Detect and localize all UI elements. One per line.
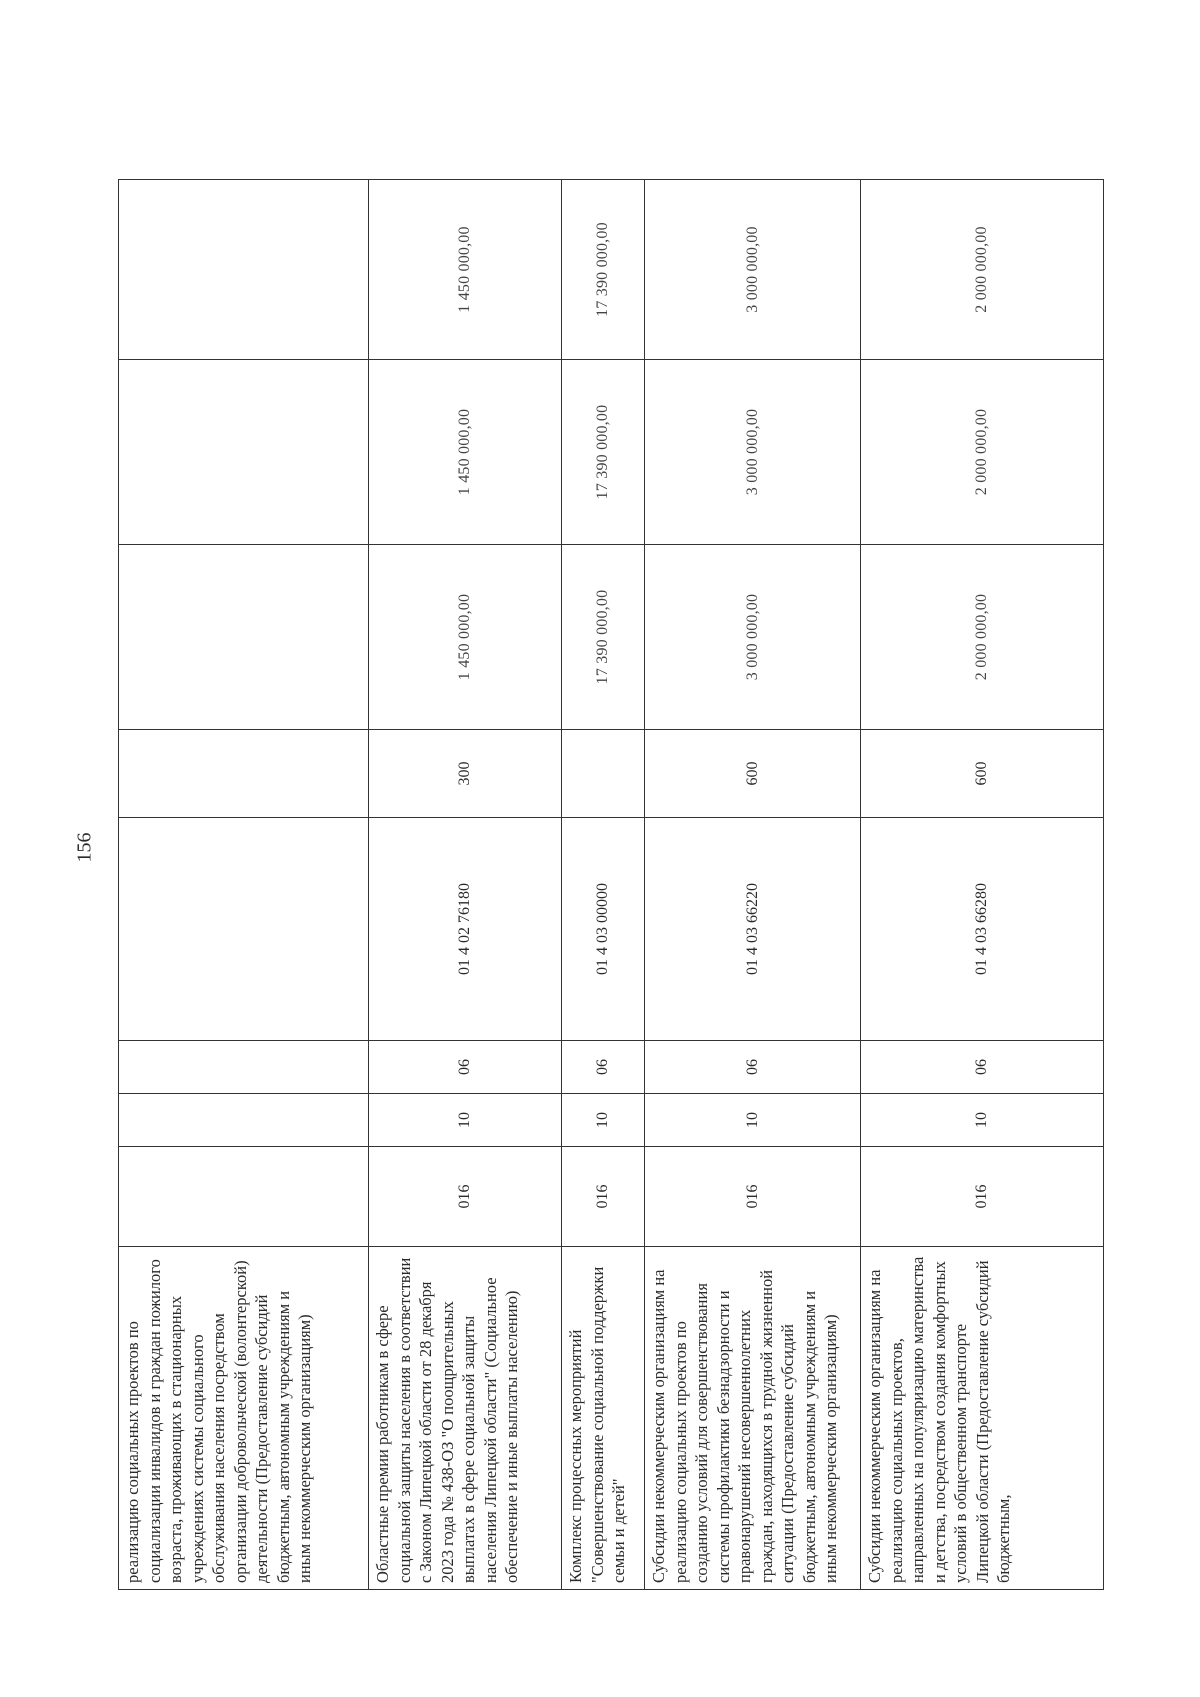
section-code xyxy=(119,1094,369,1147)
ministry-code: 016 xyxy=(645,1147,861,1247)
amount-year-2: 1 450 000,00 xyxy=(369,360,562,545)
table-row xyxy=(369,180,562,1590)
target-article-code: 01 4 03 00000 xyxy=(562,818,645,1041)
ministry-code: 016 xyxy=(562,1147,645,1247)
table-row xyxy=(645,180,861,1590)
amount-year-2: 17 390 000,00 xyxy=(562,360,645,545)
subsection-code: 06 xyxy=(562,1041,645,1094)
row-description: Субсидии некоммерческим организациям на реализацию социальных проектов, направленных на популяризацию материнства и детства, посредством создания комфортных условий в общественном транспорте Липецкой области (Предоставление субсидий бюджетным, xyxy=(861,1247,1104,1590)
amount-year-3: 3 000 000,00 xyxy=(645,180,861,360)
expense-type-code: 300 xyxy=(369,730,562,818)
subsection-code: 06 xyxy=(861,1041,1104,1094)
target-article-code: 01 4 03 66280 xyxy=(861,818,1104,1041)
page-number: 156 xyxy=(73,832,96,863)
amount-year-1: 3 000 000,00 xyxy=(645,545,861,730)
section-code: 10 xyxy=(861,1094,1104,1147)
row-description: реализацию социальных проектов по социализации инвалидов и граждан пожилого возраста, проживающих в стационарных учреждениях системы социального обслуживания населения посредством организации добровольческой (волонтерской) деятельности (Предоставление субсидий бюджетным, автономным учреждениям и иным некоммерческим организациям) xyxy=(119,1247,369,1590)
ministry-code: 016 xyxy=(369,1147,562,1247)
target-article-code: 01 4 02 76180 xyxy=(369,818,562,1041)
table-row xyxy=(119,180,369,1590)
amount-year-2: 2 000 000,00 xyxy=(861,360,1104,545)
row-description: Областные премии работникам в сфере социальной защиты населения в соответствии с Законом Липецкой области от 28 декабря 2023 года № 438-ОЗ "О поощрительных выплатах в сфере социальной защиты населения Липецкой области" (Социальное обеспечение и иные выплаты населению) xyxy=(369,1247,562,1590)
expense-type-code: 600 xyxy=(645,730,861,818)
subsection-code: 06 xyxy=(645,1041,861,1094)
amount-year-1: 2 000 000,00 xyxy=(861,545,1104,730)
section-code: 10 xyxy=(645,1094,861,1147)
table-row xyxy=(861,180,1104,1590)
amount-year-2: 3 000 000,00 xyxy=(645,360,861,545)
amount-year-3: 17 390 000,00 xyxy=(562,180,645,360)
amount-year-3: 1 450 000,00 xyxy=(369,180,562,360)
amount-year-2 xyxy=(119,360,369,545)
row-description: Субсидии некоммерческим организациям на реализацию социальных проектов по созданию условий для совершенствования системы профилактики безнадзорности и правонарушений несовершеннолетних граждан, находящихся в трудной жизненной ситуации (Предоставление субсидий бюджетным, автономным учреждениям и иным некоммерческим организациям) xyxy=(645,1247,861,1590)
table-row xyxy=(562,180,645,1590)
ministry-code xyxy=(119,1147,369,1247)
row-description: Комплекс процессных мероприятий "Совершенствование социальной поддержки семьи и детей" xyxy=(562,1247,645,1590)
section-code: 10 xyxy=(369,1094,562,1147)
subsection-code: 06 xyxy=(369,1041,562,1094)
section-code: 10 xyxy=(562,1094,645,1147)
expense-type-code xyxy=(562,730,645,818)
target-article-code xyxy=(119,818,369,1041)
amount-year-3: 2 000 000,00 xyxy=(861,180,1104,360)
amount-year-3 xyxy=(119,180,369,360)
subsection-code xyxy=(119,1041,369,1094)
budget-table xyxy=(118,179,1104,1590)
target-article-code: 01 4 03 66220 xyxy=(645,818,861,1041)
expense-type-code: 600 xyxy=(861,730,1104,818)
amount-year-1: 1 450 000,00 xyxy=(369,545,562,730)
amount-year-1 xyxy=(119,545,369,730)
rotated-table-wrapper xyxy=(118,180,1103,1590)
expense-type-code xyxy=(119,730,369,818)
ministry-code: 016 xyxy=(861,1147,1104,1247)
amount-year-1: 17 390 000,00 xyxy=(562,545,645,730)
